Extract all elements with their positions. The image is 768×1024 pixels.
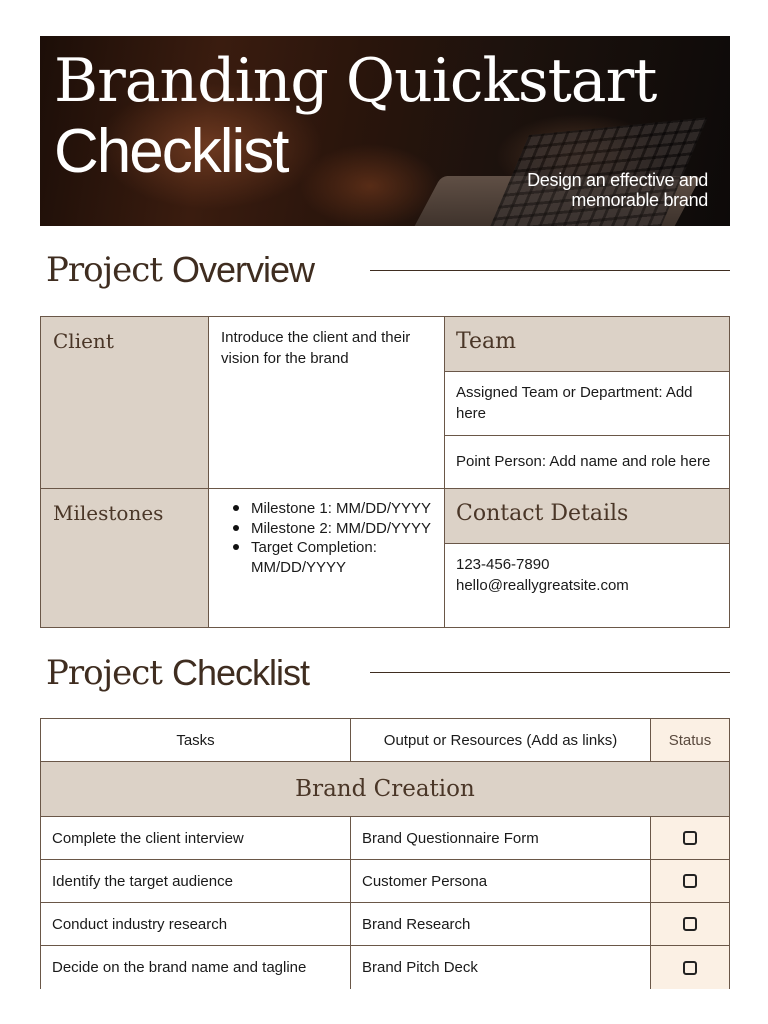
overview-heading-sans: Overview [171, 249, 314, 290]
checklist-heading-serif: Project [46, 653, 162, 693]
contact-details-cell [444, 543, 730, 628]
client-label: Client [53, 329, 114, 353]
milestones-label: Milestones [53, 501, 164, 525]
task-cell: Identify the target audience [40, 859, 351, 903]
status-cell [650, 902, 730, 946]
milestone-item: Milestone 1: MM/DD/YYYY [229, 499, 436, 519]
column-header-status: Status [650, 718, 730, 762]
output-cell: Brand Questionnaire Form [350, 816, 651, 860]
task-cell: Conduct industry research [40, 902, 351, 946]
status-cell [650, 945, 730, 989]
status-cell [650, 859, 730, 903]
contact-label-cell [444, 488, 730, 544]
task-cell: Decide on the brand name and tagline [40, 945, 351, 989]
column-header-tasks: Tasks [40, 718, 351, 762]
team-assigned-cell [444, 371, 730, 436]
overview-divider [370, 270, 730, 271]
status-checkbox[interactable] [683, 961, 697, 975]
team-point-person: Point Person: Add name and role here [456, 453, 711, 470]
team-label: Team [456, 329, 516, 354]
output-cell: Brand Pitch Deck [350, 945, 651, 989]
team-label-cell [444, 316, 730, 372]
output-cell: Brand Research [350, 902, 651, 946]
section-brand-creation: Brand Creation [40, 761, 730, 817]
checklist-divider [370, 672, 730, 673]
status-checkbox[interactable] [683, 831, 697, 845]
client-text-cell [208, 316, 445, 489]
team-assigned: Assigned Team or Department: Add here [456, 384, 693, 422]
client-text: Introduce the client and their vision for the brand [221, 329, 411, 367]
client-label-cell [40, 316, 209, 489]
contact-phone: 123-456-7890 [456, 556, 550, 573]
tagline [527, 170, 708, 210]
status-cell [650, 816, 730, 860]
milestones-list [229, 499, 436, 577]
milestones-list-cell [208, 488, 445, 628]
milestone-item: Milestone 2: MM/DD/YYYY [229, 519, 436, 539]
tagline-line2: memorable brand [571, 190, 708, 210]
checklist-heading-sans: Checklist [171, 652, 310, 693]
contact-email: hello@reallygreatsite.com [456, 577, 629, 594]
hero-banner [40, 36, 730, 226]
contact-label: Contact Details [456, 501, 629, 526]
output-cell: Customer Persona [350, 859, 651, 903]
milestones-label-cell [40, 488, 209, 628]
overview-heading [46, 245, 314, 295]
task-cell: Complete the client interview [40, 816, 351, 860]
status-checkbox[interactable] [683, 874, 697, 888]
column-header-output: Output or Resources (Add as links) [350, 718, 651, 762]
team-point-person-cell [444, 435, 730, 489]
overview-heading-serif: Project [46, 250, 162, 290]
checklist-heading [46, 648, 309, 698]
page-title-line1: Branding Quickstart [54, 46, 657, 116]
status-checkbox[interactable] [683, 917, 697, 931]
milestone-item: Target Completion: MM/DD/YYYY [229, 538, 436, 577]
page-title-line2: Checklist [54, 117, 288, 186]
tagline-line1: Design an effective and [527, 170, 708, 190]
